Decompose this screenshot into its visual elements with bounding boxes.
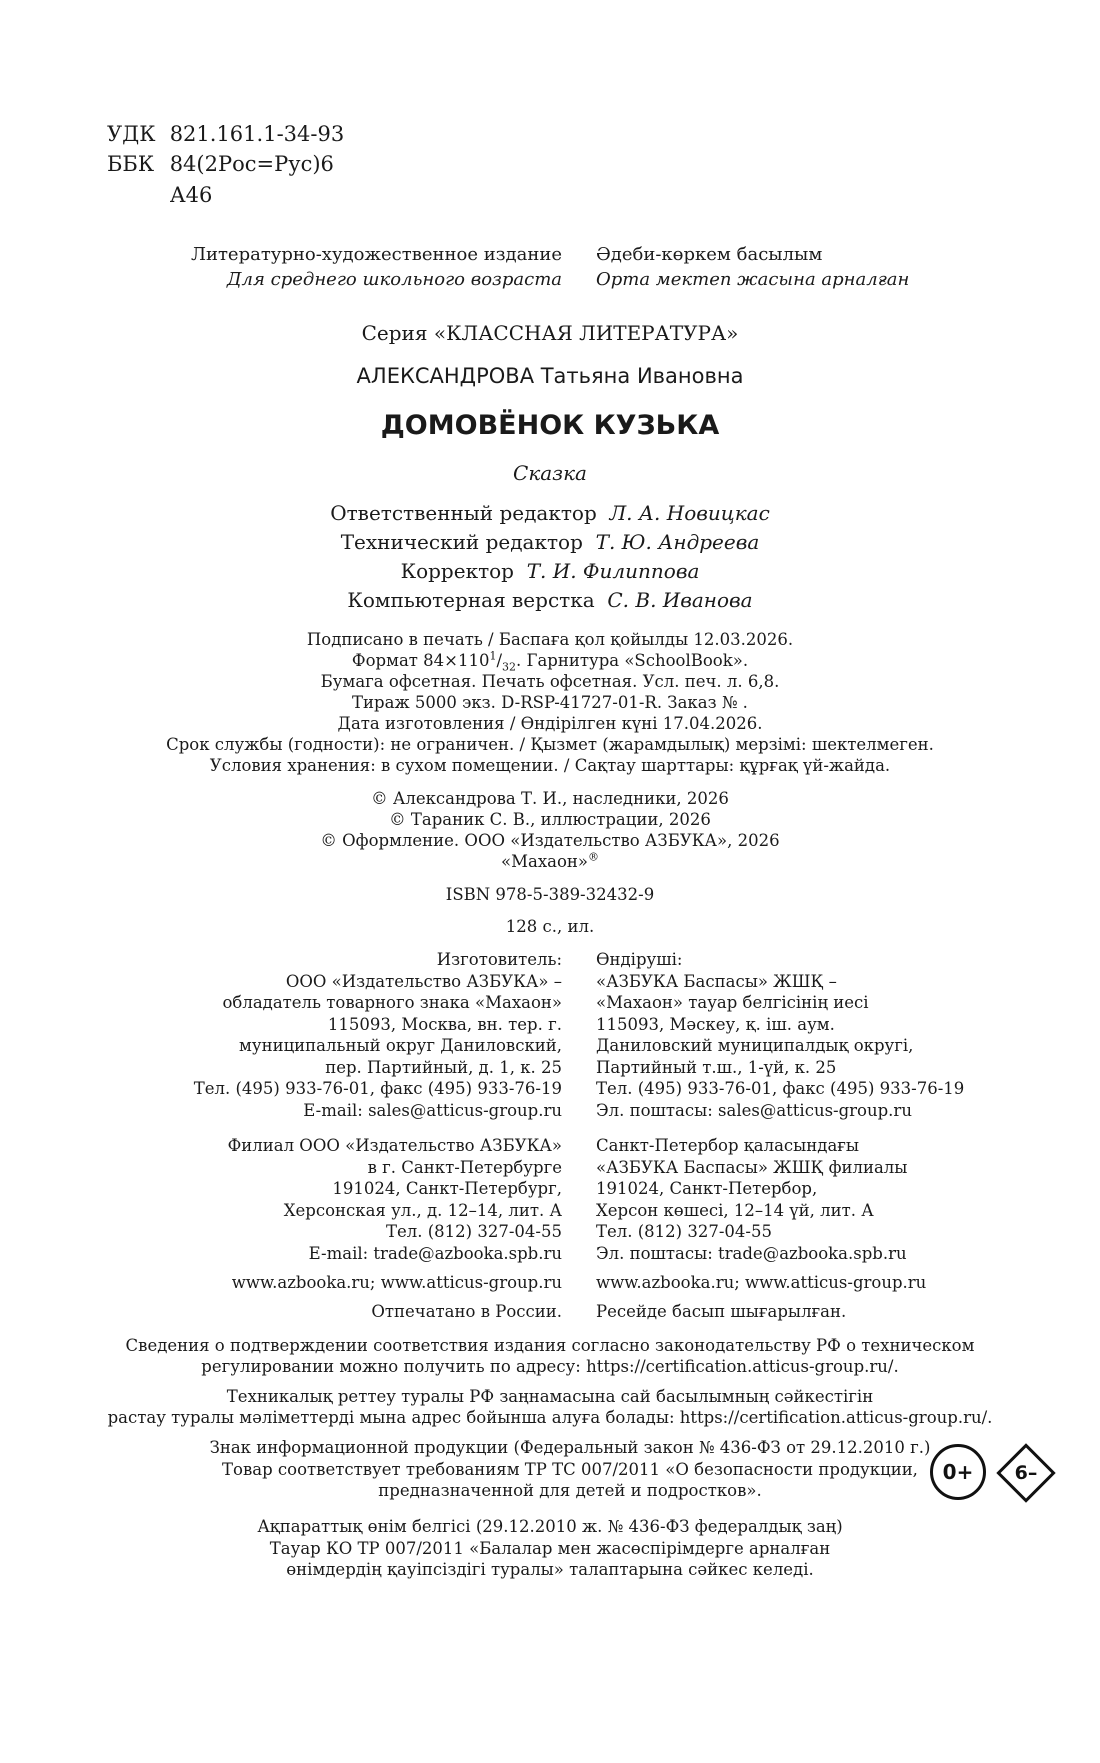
signed-date: Подписано в печать / Баспаға қол қойылды 12.03.2026. (306, 630, 794, 649)
websites-ru: www.azbooka.ru; www.atticus-group.ru (231, 1273, 562, 1292)
info-mark-line: Тауар КО ТР 007/2011 «Балалар мен жасөспірімдерге арналған (269, 1538, 831, 1558)
age-rating-diamond-icon (995, 1442, 1057, 1504)
info-mark-line: предназначенной для детей и подростков». (378, 1481, 762, 1500)
info-mark-line: Товар соответствует требованиям ТР ТС 007/2011 «О безопасности продукции, (222, 1459, 918, 1479)
branch-line: 191024, Санкт-Петербург, (332, 1179, 562, 1198)
service-life: Срок службы (годности): не ограничен. / Қызмет (жарамдылық) мерзімі: шектелмеген. (166, 735, 934, 754)
bbk-line (107, 149, 334, 179)
author-mark: А46 (169, 183, 213, 207)
staff-tech-editor (0, 530, 1100, 554)
staff-name: Т. И. Филиппова (526, 559, 700, 583)
registered-mark: ® (588, 850, 599, 864)
branch-line: Херсон көшесі, 12–14 үй, лит. А (596, 1200, 874, 1220)
branch-line: Тел. (812) 327-04-55 (596, 1222, 772, 1241)
manufacturer-line: «Махаон» тауар белгісінің иесі (596, 993, 869, 1012)
manufacturer-line: Партийный т.ш., 1-үй, к. 25 (596, 1057, 837, 1077)
manufacturer-line: Изготовитель: (436, 950, 562, 969)
branch-line: «АЗБУКА Баспасы» ЖШҚ филиалы (596, 1157, 908, 1177)
udk-key: УДК (107, 122, 156, 146)
staff-role: Ответственный редактор (330, 501, 597, 525)
info-mark-line: өнімдердің қауіпсіздігі туралы» талаптарына сәйкес келеді. (286, 1560, 814, 1579)
manufacturer-line: ООО «Издательство АЗБУКА» – (285, 971, 562, 991)
staff-corrector (0, 559, 1100, 583)
manufacturer-line: Өндіруші: (596, 950, 683, 969)
paper-line: Бумага офсетная. Печать офсетная. Усл. печ. л. 6,8. (320, 672, 780, 691)
manufacturer-line: Даниловский муниципалдық округі, (596, 1036, 914, 1055)
manufacturer-line: муниципальный округ Даниловский, (239, 1036, 562, 1055)
branch-line: E-mail: trade@azbooka.spb.ru (308, 1243, 562, 1263)
copyright-design: © Оформление. ООО «Издательство АЗБУКА», 2026 (320, 831, 780, 850)
age-rating-circle-label: 0+ (942, 1460, 974, 1484)
staff-role: Корректор (400, 559, 514, 583)
edition-type-kz: Әдеби-көркем басылым (596, 244, 823, 265)
format-line: Формат $84\times 110^1/_{32}$. Гарнитура «SchoolBook». (351, 649, 749, 674)
certification-kz-line1: Техникалық реттеу туралы РФ заңнамасына сай басылымның сәйкестігін (226, 1387, 874, 1406)
bbk-value: 84(2Рос=Рус)6 (169, 152, 334, 176)
info-mark-ru (200, 1437, 940, 1502)
manufacturer-line: обладатель товарного знака «Махаон» (222, 993, 562, 1012)
isbn: ISBN 978-5-389-32432-9 (445, 885, 655, 904)
page-count: 128 с., ил. (505, 917, 595, 936)
branch-ru (228, 1135, 562, 1264)
age-rating-circle-icon (930, 1444, 986, 1500)
copyright-illustrations: © Тараник С. В., иллюстрации, 2026 (389, 810, 711, 829)
age-group-ru: Для среднего школьного возраста (226, 269, 562, 290)
made-date: Дата изготовления / Өндірілген күні 17.04.2026. (337, 714, 763, 733)
edition-type-ru: Литературно-художественное издание (190, 244, 562, 265)
manufacturer-line: Эл. поштасы: sales@atticus-group.ru (596, 1100, 912, 1120)
book-title: ДОМОВЁНОК КУЗЬКА (380, 410, 720, 441)
genre: Сказка (513, 461, 587, 485)
manufacturer-line: Тел. (495) 933-76-01, факс (495) 933-76-19 (193, 1079, 562, 1098)
branch-line: в г. Санкт-Петербурге (367, 1157, 562, 1177)
format-sup: 1 (489, 649, 497, 663)
branch-kz (596, 1135, 907, 1264)
staff-editor (0, 501, 1100, 525)
branch-line: Филиал ООО «Издательство АЗБУКА» (227, 1136, 562, 1155)
udk-value: 821.161.1-34-93 (169, 122, 345, 146)
branch-line: 191024, Санкт-Петербор, (596, 1179, 818, 1198)
age-group-kz: Орта мектеп жасына арналған (596, 269, 910, 290)
format-a: Формат 84×110 (351, 651, 490, 670)
certification-ru-line2: регулировании можно получить по адресу: https://certification.atticus-group.ru/. (201, 1357, 899, 1376)
staff-role: Технический редактор (340, 530, 583, 554)
format-sub: 32 (502, 660, 517, 674)
manufacturer-line: E-mail: sales@atticus-group.ru (303, 1100, 562, 1120)
format-b: . Гарнитура «SchoolBook». (516, 651, 749, 670)
printed-in-ru: Отпечатано в России. (371, 1302, 562, 1321)
age-rating-diamond-label: 6– (1014, 1462, 1038, 1484)
branch-line: Эл. поштасы: trade@azbooka.spb.ru (596, 1243, 907, 1263)
series: Серия «КЛАССНАЯ ЛИТЕРАТУРА» (361, 321, 739, 345)
branch-line: Санкт-Петербор қаласындағы (596, 1136, 860, 1155)
manufacturer-ru (194, 949, 562, 1121)
staff-name: Т. Ю. Андреева (595, 530, 760, 554)
manufacturer-line: Тел. (495) 933-76-01, факс (495) 933-76-19 (596, 1079, 965, 1098)
info-mark-line: Ақпараттық өнім белгісі (29.12.2010 ж. № 436-ФЗ федералдық заң) (257, 1517, 843, 1536)
info-mark-line: Знак информационной продукции (Федеральный закон № 436-ФЗ от 29.12.2010 г.) (209, 1438, 931, 1457)
author: АЛЕКСАНДРОВА Татьяна Ивановна (356, 364, 744, 388)
manufacturer-line: «АЗБУКА Баспасы» ЖШҚ – (596, 971, 837, 991)
staff-layout (0, 588, 1100, 612)
author-mark-line (107, 180, 212, 210)
branch-line: Тел. (812) 327-04-55 (386, 1222, 562, 1241)
staff-name: Л. А. Новицкас (609, 501, 770, 525)
manufacturer-kz (596, 949, 964, 1121)
manufacturer-line: 115093, Мәскеу, қ. іш. аум. (596, 1014, 835, 1034)
storage-conditions: Условия хранения: в сухом помещении. / Сақтау шарттары: құрғақ үй-жайда. (209, 756, 891, 775)
staff-name: С. В. Иванова (607, 588, 753, 612)
printed-in-kz: Ресейде басып шығарылған. (596, 1302, 847, 1321)
udk-line (107, 119, 344, 149)
run-line: Тираж 5000 экз. D-RSP-41727-01-R. Заказ № . (352, 693, 748, 712)
websites-kz: www.azbooka.ru; www.atticus-group.ru (596, 1273, 927, 1292)
manufacturer-line: пер. Партийный, д. 1, к. 25 (325, 1057, 562, 1077)
branch-line: Херсонская ул., д. 12–14, лит. А (283, 1200, 562, 1220)
copyright-author: © Александрова Т. И., наследники, 2026 (371, 789, 729, 808)
info-mark-kz (0, 1516, 1100, 1581)
certification-kz-line2: растау туралы мәліметтерді мына адрес бойынша алуға болады: https://certification.atticus-group.ru/. (107, 1408, 993, 1427)
bbk-key: ББК (107, 152, 155, 176)
staff-role: Компьютерная верстка (347, 588, 595, 612)
copyright-brand (0, 852, 1100, 871)
brand-name: «Махаон» (501, 852, 588, 871)
certification-ru-line1: Сведения о подтверждении соответствия издания согласно законодательству РФ о техническом (125, 1336, 975, 1355)
manufacturer-line: 115093, Москва, вн. тер. г. (327, 1014, 562, 1034)
